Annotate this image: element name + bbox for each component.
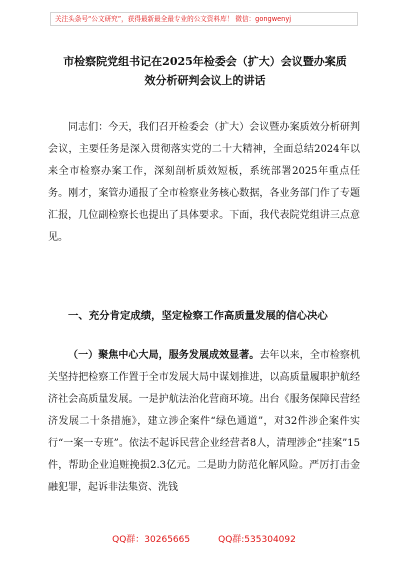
- subsection-heading: （一）聚焦中心大局，服务发展成效显著。: [68, 350, 260, 361]
- body-paragraph: [48, 345, 360, 499]
- qq-group-1: QQ群：30265665: [112, 535, 191, 545]
- header-banner: 关注头条号“公文研究”，获得最新最全最专业的公文资料库！ 微信：gongwenyj: [50, 12, 358, 26]
- paragraph-text: 去年以来，全市检察机关坚持把检察工作置于全市发展大局中谋划推进，以高质量履职护航经济社会高质量发展。一是护航法治化营商环境。出台《服务保障民营经济发展二十条措施》，建立涉企案件“绿色通道”，对32件涉企案件实行“一案一专班”。依法不起诉民营企业经营者8人，清理涉企“挂案”15件，帮助企业追赃挽损2.3亿元。二是助力防范化解风险。严厉打击金融犯罪，起诉非法集资、洗钱: [48, 350, 361, 493]
- title-line-1: 市检察院党组书记在2025年检委会（扩大）会议暨办案质: [63, 55, 347, 68]
- section-heading: 一、充分肯定成绩，坚定检察工作高质量发展的信心决心: [68, 310, 328, 322]
- opening-paragraph: 同志们：今天，我们召开检委会（扩大）会议暨办案质效分析研判会议，主要任务是深入贯彻落实党的二十大精神，全面总结2024年以来全市检察办案工作，深刻剖析质效短板，系统部署2025年重点任务。刚才，案管办通报了全市检察业务核心数据，各业务部门作了专题汇报，几位副检察长也提出了具体要求。下面，我代表院党组讲三点意见。: [48, 122, 360, 243]
- document-title: [46, 52, 364, 90]
- footer: [0, 532, 408, 545]
- title-line-2: 效分析研判会议上的讲话: [144, 74, 266, 87]
- qq-group-2: QQ群:535304092: [218, 535, 296, 545]
